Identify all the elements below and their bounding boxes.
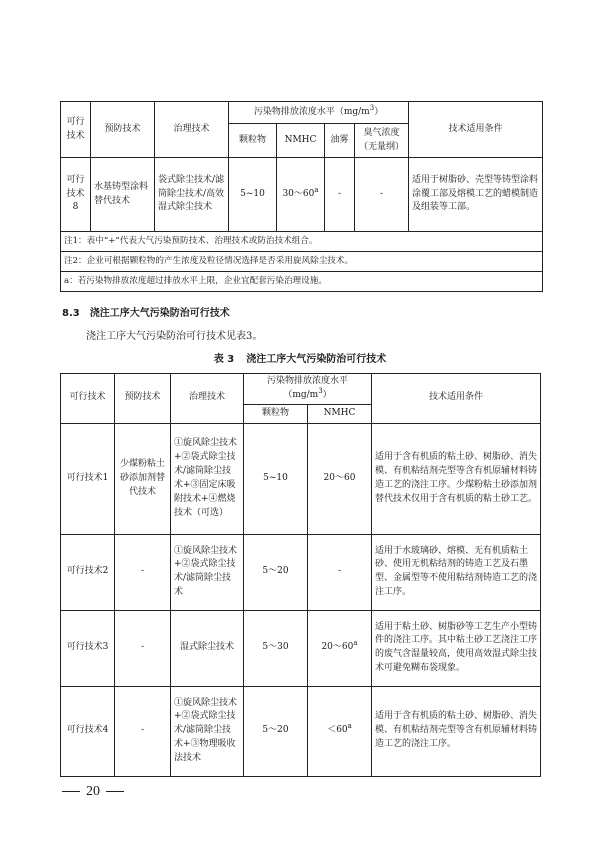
cell-pm: 5~10 bbox=[229, 158, 277, 232]
cell-prevent: 少煤粉粘土砂添加剂替代技术 bbox=[115, 423, 171, 534]
cell-conditions: 适用于含有机质的粘土砂、树脂砂、消失模、有机粘结剂壳型等含有机原辅材料铸造工艺的浇注工序。 bbox=[372, 686, 541, 776]
dash-left bbox=[62, 791, 80, 792]
table-note-3: a：若污染物排放浓度超过排放水平上限，企业宜配套污染治理设施。 bbox=[61, 272, 543, 292]
cell-nmhc: 20～60$^a$ bbox=[308, 610, 372, 686]
cell-odor: - bbox=[355, 158, 409, 232]
header-prevent: 预防技术 bbox=[91, 102, 155, 158]
section-heading bbox=[62, 304, 230, 319]
cell-treat: ①旋风除尘技术+②袋式除尘技术/滤筒除尘技术+③物理吸收法技术 bbox=[171, 686, 244, 776]
table-3 bbox=[60, 373, 541, 777]
cell-conditions: 适用于含有机质的粘土砂、树脂砂、消失模、有机粘结剂壳型等含有机原辅材料铸造工艺的浇注工序。少煤粉粘土砂添加剂替代技术仅用于含有机质的粘土砂工艺。 bbox=[372, 423, 541, 534]
cell-nmhc: 30～60$^a$ bbox=[277, 158, 325, 232]
header-treat: 治理技术 bbox=[155, 102, 229, 158]
page-number: 20 bbox=[62, 784, 124, 800]
table-note-2: 注2：企业可根据颗粒物的产生浓度及粒径情况选择是否采用旋风除尘技术。 bbox=[61, 252, 543, 272]
header-tech: 可行技术 bbox=[61, 374, 115, 424]
cell-prevent: - bbox=[115, 534, 171, 610]
cell-tech: 可行技术2 bbox=[61, 534, 115, 610]
header-odor: 臭气浓度 （无量纲） bbox=[355, 124, 409, 158]
cell-prevent: - bbox=[115, 686, 171, 776]
section-title: 浇注工序大气污染防治可行技术 bbox=[89, 308, 230, 319]
cell-treat: 湿式除尘技术 bbox=[171, 610, 244, 686]
cell-treat: ①旋风除尘技术+②袋式除尘技术/滤筒除尘技术+③固定床吸附技术+④燃烧技术（可选） bbox=[171, 423, 244, 534]
cell-pm: 5～30 bbox=[244, 610, 308, 686]
cell-prevent: 水基铸型涂料替代技术 bbox=[91, 158, 155, 232]
header-conditions: 技术适用条件 bbox=[409, 102, 543, 158]
header-oil: 油雾 bbox=[325, 124, 355, 158]
header-pollution-group: 污染物排放浓度水平$(mg/m^3)$ bbox=[229, 102, 409, 124]
section-intro: 浇注工序大气污染防治可行技术见表3。 bbox=[86, 331, 263, 342]
table-row bbox=[61, 534, 541, 610]
caption-number: 表 3 bbox=[213, 354, 235, 365]
header-prevent: 预防技术 bbox=[115, 374, 171, 424]
cell-pm: 5~10 bbox=[244, 423, 308, 534]
header-nmhc: NMHC bbox=[308, 404, 372, 423]
dash-right bbox=[106, 791, 124, 792]
cell-tech: 可行技术1 bbox=[61, 423, 115, 534]
cell-tech: 可行技术4 bbox=[61, 686, 115, 776]
section-number: 8.3 bbox=[62, 308, 80, 319]
header-conditions: 技术适用条件 bbox=[372, 374, 541, 424]
caption-title: 浇注工序大气污染防治可行技术 bbox=[246, 354, 387, 365]
cell-conditions: 适用于粘土砂、树脂砂等工艺生产小型铸件的浇注工序。其中粘土砂工艺浇注工序的废气含湿量较高，使用高效湿式除尘技术可避免糊布袋现象。 bbox=[372, 610, 541, 686]
cell-oil: - bbox=[325, 158, 355, 232]
cell-tech: 可行技术8 bbox=[61, 158, 91, 232]
table-note-1: 注1：表中“+”代表大气污染预防技术、治理技术或防治技术组合。 bbox=[61, 232, 543, 252]
header-nmhc: NMHC bbox=[277, 124, 325, 158]
cell-nmhc: - bbox=[308, 534, 372, 610]
table-row bbox=[61, 686, 541, 776]
header-pm: 颗粒物 bbox=[244, 404, 308, 423]
cell-pm: 5～20 bbox=[244, 534, 308, 610]
table-row bbox=[61, 610, 541, 686]
cell-conditions: 适用于水玻璃砂、熔模、无有机质粘土砂、使用无机粘结剂的铸造工艺及石墨型、金属型等不使用粘结剂铸造工艺的浇注工序。 bbox=[372, 534, 541, 610]
header-tech: 可行技术 bbox=[61, 102, 91, 158]
cell-nmhc: $<60^a$ bbox=[308, 686, 372, 776]
header-pollution-group: 污染物排放浓度水平$(mg/m^3)$ bbox=[244, 374, 372, 405]
cell-nmhc: 20～60 bbox=[308, 423, 372, 534]
cell-treat: 袋式除尘技术/滤筒除尘技术/高效湿式除尘技术 bbox=[155, 158, 229, 232]
cell-treat: ①旋风除尘技术+②袋式除尘技术/滤筒除尘技术 bbox=[171, 534, 244, 610]
cell-conditions: 适用于树脂砂、壳型等铸型涂料涂覆工部及熔模工艺的蜡模制造及组装等工部。 bbox=[409, 158, 543, 232]
header-pm: 颗粒物 bbox=[229, 124, 277, 158]
table-continued bbox=[60, 101, 543, 292]
table-row bbox=[61, 423, 541, 534]
cell-pm: 5～20 bbox=[244, 686, 308, 776]
table-row bbox=[61, 158, 543, 232]
cell-prevent: - bbox=[115, 610, 171, 686]
cell-tech: 可行技术3 bbox=[61, 610, 115, 686]
header-treat: 治理技术 bbox=[171, 374, 244, 424]
table-caption bbox=[0, 350, 600, 365]
